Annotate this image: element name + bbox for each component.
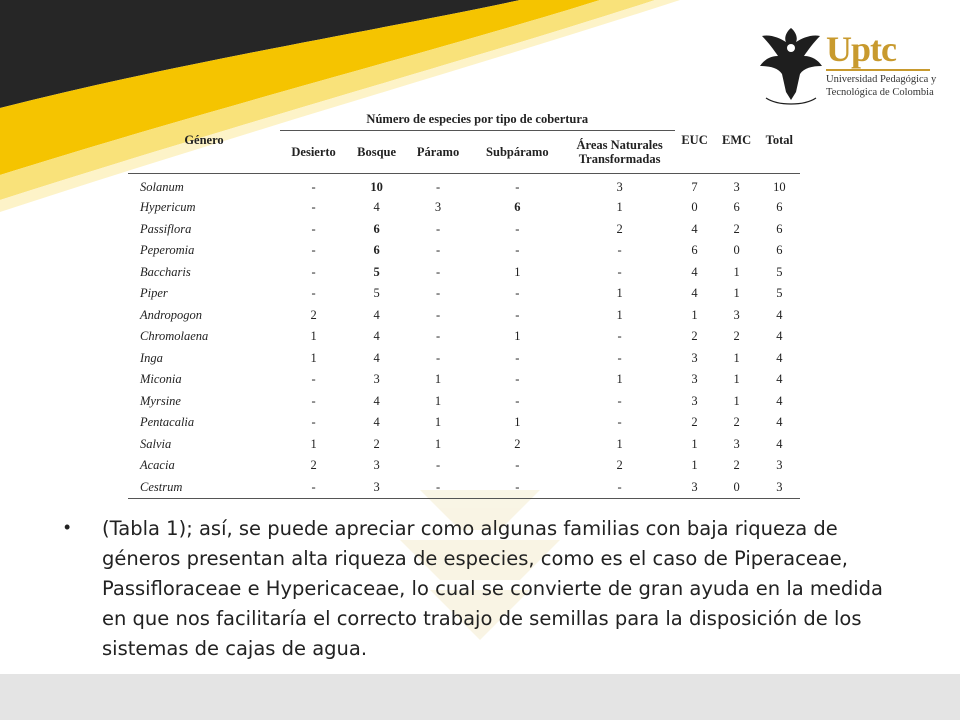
value-cell: 0: [715, 477, 759, 499]
value-cell: 1: [514, 415, 521, 430]
value-cell: -: [435, 243, 441, 258]
col-header-bosque: Bosque: [347, 131, 406, 174]
value-cell: 4: [776, 350, 783, 365]
col-header-euc: EUC: [675, 108, 715, 174]
value-cell: 2: [691, 415, 698, 430]
genus-cell: Myrsine: [140, 393, 181, 408]
table-row: [128, 240, 800, 262]
value-cell: 4: [776, 436, 783, 451]
value-cell: -: [311, 180, 316, 194]
value-cell: 5: [776, 286, 783, 301]
table-row: [128, 305, 800, 327]
value-cell: 0: [691, 200, 698, 215]
genus-cell: Hypericum: [140, 200, 196, 215]
value-cell: -: [311, 243, 316, 258]
value-cell: 4: [373, 350, 380, 365]
value-cell: 1: [310, 350, 317, 365]
value-cell: -: [311, 264, 316, 279]
value-cell: 1: [434, 372, 442, 387]
col-header-total: Total: [759, 108, 800, 174]
bullet-text: (Tabla 1); así, se puede apreciar como algunas familias con baja riqueza de géneros presentan alta riqueza de especies, como es el caso de Piperaceae, Passifloraceae e Hypericaceae, lo cual se convierte de gran ayuda en la medida en que nos facilitaría el correcto trabajo de semillas para la disposición de los sistemas de cajas de agua.: [102, 517, 884, 660]
value-cell: 4: [776, 307, 783, 322]
value-cell: -: [515, 221, 520, 236]
genus-cell: Acacia: [140, 458, 175, 473]
col-header-emc: EMC: [715, 108, 759, 174]
value-cell: -: [617, 393, 622, 408]
value-cell: 5: [373, 286, 380, 301]
value-cell: 3: [733, 307, 740, 322]
value-cell: 10: [773, 180, 786, 194]
value-cell: 6: [776, 243, 783, 258]
value-cell: -: [515, 307, 520, 322]
value-cell: -: [435, 307, 441, 322]
value-cell: -: [515, 180, 520, 194]
table-row: [128, 391, 800, 413]
value-cell: 2: [310, 307, 317, 322]
value-cell: 3: [434, 200, 442, 215]
genus-cell: Inga: [140, 350, 163, 365]
value-cell: 3: [691, 393, 698, 408]
genus-cell: Miconia: [140, 372, 182, 387]
value-cell: 1: [733, 264, 740, 279]
value-cell: 3: [733, 436, 740, 451]
value-cell: 2: [616, 221, 623, 236]
value-cell: -: [617, 415, 622, 430]
value-cell: 6: [373, 221, 380, 236]
value-cell: 4: [373, 393, 380, 408]
value-cell: 4: [373, 200, 380, 215]
value-cell: 2: [733, 415, 740, 430]
value-cell: 2: [373, 436, 380, 451]
value-cell: 1: [691, 458, 698, 473]
table-body: [128, 174, 800, 499]
table-row: [128, 477, 800, 499]
value-cell: 1: [691, 307, 698, 322]
value-cell: 2: [514, 436, 521, 451]
value-cell: 4: [776, 393, 783, 408]
value-cell: 1: [434, 415, 442, 430]
value-cell: 4: [373, 307, 380, 322]
value-cell: 3: [373, 458, 380, 473]
col-header-paramo: Páramo: [406, 131, 470, 174]
value-cell: 3: [616, 180, 623, 194]
genus-header: Género: [128, 108, 280, 174]
value-cell: -: [617, 243, 622, 258]
logo-subtitle: [826, 73, 936, 99]
value-cell: -: [311, 372, 316, 387]
value-cell: 4: [373, 415, 380, 430]
genus-cell: Baccharis: [140, 264, 191, 279]
value-cell: 3: [759, 477, 800, 499]
value-cell: 5: [776, 264, 783, 279]
value-cell: 7: [691, 180, 698, 194]
value-cell: 4: [776, 372, 783, 387]
genus-cell: Peperomia: [140, 243, 195, 258]
logo-subtitle-line1: Universidad Pedagógica y: [826, 74, 937, 85]
value-cell: 1: [733, 286, 740, 301]
value-cell: 3: [347, 477, 406, 499]
value-cell: 6: [514, 200, 521, 215]
value-cell: 3: [691, 350, 698, 365]
value-cell: 4: [691, 264, 698, 279]
genus-cell: Andropogon: [140, 307, 203, 322]
value-cell: 6: [691, 243, 698, 258]
value-cell: 6: [776, 221, 783, 236]
value-cell: -: [435, 458, 441, 473]
value-cell: 6: [373, 243, 380, 258]
value-cell: 2: [616, 458, 623, 473]
col-header-desierto: Desierto: [280, 131, 347, 174]
table-row: [128, 434, 800, 456]
value-cell: 3: [733, 180, 740, 194]
logo-wordmark: Uptc: [826, 29, 896, 69]
value-cell: -: [311, 393, 316, 408]
value-cell: 6: [776, 200, 783, 215]
logo-subtitle-line2: Tecnológica de Colombia: [826, 87, 934, 98]
value-cell: 10: [370, 180, 383, 194]
value-cell: -: [311, 200, 316, 215]
eagle-crest-icon: [756, 22, 826, 108]
genus-cell: Piper: [140, 286, 168, 301]
value-cell: 1: [616, 372, 623, 387]
value-cell: -: [515, 372, 520, 387]
value-cell: 2: [733, 458, 740, 473]
value-cell: 5: [373, 264, 380, 279]
value-cell: -: [470, 477, 565, 499]
value-cell: 3: [373, 372, 380, 387]
table-row: [128, 197, 800, 219]
value-cell: -: [515, 393, 520, 408]
value-cell: 1: [733, 372, 740, 387]
genus-cell: Salvia: [140, 436, 172, 451]
value-cell: -: [435, 329, 441, 344]
value-cell: -: [617, 350, 622, 365]
value-cell: 1: [616, 307, 623, 322]
value-cell: -: [435, 286, 441, 301]
value-cell: -: [435, 264, 441, 279]
coverage-group-header: Número de especies por tipo de cobertura: [280, 108, 675, 131]
value-cell: 1: [616, 200, 623, 215]
table-row: [128, 283, 800, 305]
value-cell: -: [515, 243, 520, 258]
table-row: [128, 369, 800, 391]
value-cell: 3: [675, 477, 715, 499]
genus-cell: Solanum: [140, 180, 184, 194]
value-cell: 4: [776, 329, 783, 344]
value-cell: -: [565, 477, 675, 499]
value-cell: -: [406, 477, 470, 499]
value-cell: -: [515, 286, 520, 301]
genus-cell: Chromolaena: [140, 329, 209, 344]
value-cell: -: [617, 329, 622, 344]
genus-cell: Passiflora: [140, 221, 192, 236]
value-cell: 4: [691, 286, 698, 301]
species-table: [128, 108, 800, 499]
value-cell: 1: [514, 329, 521, 344]
value-cell: 1: [434, 436, 442, 451]
value-cell: 3: [776, 458, 783, 473]
bullet-dot-icon: •: [64, 517, 71, 537]
footer-band: [0, 674, 960, 720]
table-row: [128, 262, 800, 284]
table-row: [128, 348, 800, 370]
value-cell: -: [311, 415, 316, 430]
value-cell: 1: [733, 350, 740, 365]
value-cell: 1: [310, 329, 317, 344]
table-row: [128, 174, 800, 198]
value-cell: -: [280, 477, 347, 499]
value-cell: 2: [733, 221, 740, 236]
value-cell: 1: [691, 436, 698, 451]
genus-cell: Pentacalia: [140, 415, 195, 430]
value-cell: 4: [691, 221, 698, 236]
value-cell: 1: [434, 393, 442, 408]
value-cell: 1: [733, 393, 740, 408]
value-cell: 2: [310, 458, 317, 473]
value-cell: -: [515, 458, 520, 473]
value-cell: -: [435, 350, 441, 365]
value-cell: 1: [616, 286, 623, 301]
logo-rule: [826, 69, 930, 71]
value-cell: 1: [514, 264, 521, 279]
table-row: [128, 219, 800, 241]
value-cell: -: [617, 264, 622, 279]
value-cell: 1: [616, 436, 623, 451]
table-row: [128, 455, 800, 477]
value-cell: 4: [373, 329, 380, 344]
value-cell: 4: [776, 415, 783, 430]
value-cell: 1: [310, 436, 317, 451]
value-cell: -: [435, 221, 441, 236]
value-cell: -: [515, 350, 520, 365]
value-cell: 3: [691, 372, 698, 387]
table-row: [128, 326, 800, 348]
col-header-areas-naturales: Áreas Naturales Transformadas: [565, 131, 675, 174]
table-row: [128, 412, 800, 434]
genus-cell: Cestrum: [128, 477, 280, 499]
value-cell: -: [435, 180, 441, 194]
value-cell: 2: [691, 329, 698, 344]
value-cell: -: [311, 221, 316, 236]
value-cell: -: [311, 286, 316, 301]
value-cell: 2: [733, 329, 740, 344]
value-cell: 0: [733, 243, 740, 258]
value-cell: 6: [733, 200, 740, 215]
col-header-subparamo: Subpáramo: [470, 131, 565, 174]
